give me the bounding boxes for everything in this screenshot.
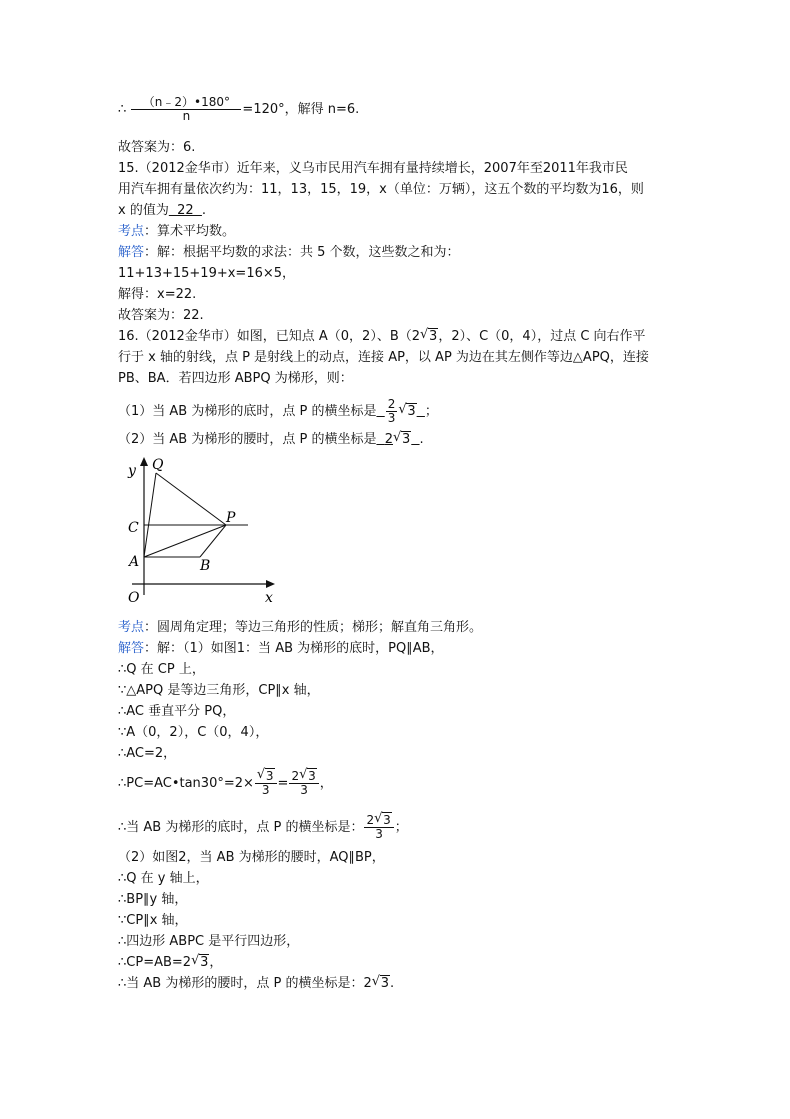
fraction-1: √ 3 3 <box>255 770 277 797</box>
q15-line-2: 用汽车拥有量依次约为：11，13，15，19，x（单位：万辆），这五个数的平均数为16，则 <box>118 182 644 197</box>
step-11: ∵CP∥x 轴， <box>118 913 188 928</box>
sub1-answer-blank <box>376 397 424 425</box>
q15-eq2: 解得：x=22. <box>118 287 197 302</box>
q16-line-1-end: ，2）、C（0，4），过点 C 向右作平 <box>438 329 646 344</box>
q16-line-2: 行于 x 轴的射线，点 P 是射线上的动点，连接 AP，以 AP 为边在其左侧作等边△APQ，连接 <box>118 350 649 365</box>
q15-prompt: x 的值为 <box>118 203 169 218</box>
equation-result: =120°，解得 n=6. <box>242 102 360 117</box>
step-1: ∴Q 在 CP 上， <box>118 662 205 677</box>
q15-jieda <box>118 245 460 261</box>
step-2: ∵△APQ 是等边三角形，CP∥x 轴， <box>118 683 320 698</box>
therefore-symbol: ∴ <box>118 102 127 117</box>
coef: 2 <box>366 813 375 827</box>
denominator: n <box>182 109 191 123</box>
fraction <box>386 398 398 425</box>
step-14 <box>118 976 394 992</box>
q16-line-3: PB、BA．若四边形 ABPQ 为梯形，则： <box>118 371 353 386</box>
denominator: 3 <box>261 783 270 797</box>
step-5: ∴AC=2， <box>118 746 177 761</box>
q15-kaodian <box>118 224 235 240</box>
y-axis-arrow <box>140 457 148 466</box>
label-x: x <box>265 590 273 606</box>
sub2-prompt: （2）当 AB 为梯形的腰时，点 P 的横坐标是 <box>118 432 377 447</box>
sqrt: √ 3 <box>398 402 416 419</box>
label-a: A <box>129 554 140 570</box>
label-c: C <box>128 520 139 536</box>
jieda-text: ：解：（1）如图1：当 AB 为梯形的底时，PQ∥AB， <box>144 641 444 656</box>
q16-kaodian <box>118 620 482 636</box>
q15-line-3 <box>118 203 206 219</box>
q16-sub1 <box>118 398 438 425</box>
answer-line: 故答案为：6. <box>118 140 196 155</box>
fraction: 2 √ 3 3 <box>364 814 393 841</box>
radicand: 3 <box>380 976 390 991</box>
step-6 <box>118 767 333 797</box>
q15-answer: 故答案为：22. <box>118 308 204 323</box>
fraction <box>131 96 241 123</box>
kaodian-text: ：圆周角定理；等边三角形的性质；梯形；解直角三角形。 <box>144 620 483 635</box>
label-q: Q <box>152 457 164 473</box>
q16-line-1 <box>118 329 646 345</box>
sub1-prompt: （1）当 AB 为梯形的底时，点 P 的横坐标是 <box>118 404 377 419</box>
denominator: 3 <box>300 783 308 797</box>
semicolon: ； <box>424 404 438 419</box>
sqrt: √ 3 <box>420 327 438 344</box>
q15-eq1: 11+13+15+19+x=16×5， <box>118 266 296 281</box>
sqrt: √ 3 <box>393 430 411 447</box>
q15-line-1: 15.（2012金华市）近年来，义乌市民用汽车拥有量持续增长，2007年至2011年我市民 <box>118 161 628 176</box>
kaodian-label: 考点 <box>118 620 145 635</box>
radicand: 3 <box>402 432 411 447</box>
q16-jieda <box>118 641 444 657</box>
label-o: O <box>128 590 140 606</box>
denominator: 3 <box>375 827 383 841</box>
step-8: （2）如图2，当 AB 为梯形的腰时，AQ∥BP， <box>118 850 385 865</box>
coef: 2 <box>291 769 300 783</box>
step-9: ∴Q 在 y 轴上， <box>118 871 209 886</box>
kaodian-text: ：算术平均数。 <box>144 224 236 239</box>
x-axis-arrow <box>266 580 275 588</box>
numerator: （n﹣2）•180° <box>131 96 241 110</box>
period: . <box>419 432 424 447</box>
numerator: 2 <box>387 397 396 411</box>
step-10: ∴BP∥y 轴， <box>118 892 188 907</box>
step-13 <box>118 955 222 971</box>
coef: 2 <box>411 329 421 344</box>
q15-answer-blank: 22 <box>168 203 202 218</box>
q16-line-1-start: 16.（2012金华市）如图，已知点 A（0，2）、B（ <box>118 329 412 344</box>
q16-sub2 <box>118 432 424 448</box>
label-y: y <box>128 463 136 479</box>
segment-ap <box>144 525 226 557</box>
step-4: ∵A（0，2），C（0，4）， <box>118 725 269 740</box>
kaodian-label: 考点 <box>118 224 145 239</box>
label-b: B <box>200 558 211 574</box>
jieda-label: 解答 <box>118 245 145 260</box>
radicand: 3 <box>200 955 209 970</box>
step-14-start: ∴当 AB 为梯形的腰时，点 P 的横坐标是：2 <box>118 976 372 991</box>
comma: ， <box>209 955 223 970</box>
segment-qp <box>156 473 226 525</box>
label-p: P <box>226 510 236 526</box>
radicand: 3 <box>429 329 438 344</box>
step-3: ∴AC 垂直平分 PQ， <box>118 704 236 719</box>
radicand: 3 <box>265 769 274 783</box>
period: . <box>390 976 395 991</box>
step-7-start: ∴当 AB 为梯形的底时，点 P 的横坐标是： <box>118 820 364 835</box>
fraction-equation-line <box>118 96 359 123</box>
fraction-2: 2 √ 3 3 <box>289 770 318 797</box>
equals: = <box>277 776 289 791</box>
jieda-label: 解答 <box>118 641 145 656</box>
semicolon: ； <box>394 820 408 835</box>
coef: 2 <box>384 432 393 447</box>
geometry-figure <box>110 455 290 610</box>
period: . <box>201 203 207 218</box>
comma: ， <box>319 776 333 791</box>
step-12: ∴四边形 ABPC 是平行四边形， <box>118 934 300 949</box>
radicand: 3 <box>407 404 416 419</box>
sub2-answer-blank <box>376 432 419 447</box>
radicand: 3 <box>308 769 316 783</box>
step-7 <box>118 811 408 841</box>
jieda-text: ：解：根据平均数的求法：共 5 个数，这些数之和为： <box>144 245 460 260</box>
step-13-start: ∴CP=AB=2 <box>118 955 192 970</box>
sqrt: √ 3 <box>191 953 209 970</box>
sqrt: √ 3 <box>371 974 390 991</box>
denominator: 3 <box>387 411 396 425</box>
segment-aq <box>144 473 156 557</box>
radicand: 3 <box>383 813 391 827</box>
step-6-start: ∴PC=AC•tan30°=2× <box>118 776 254 791</box>
